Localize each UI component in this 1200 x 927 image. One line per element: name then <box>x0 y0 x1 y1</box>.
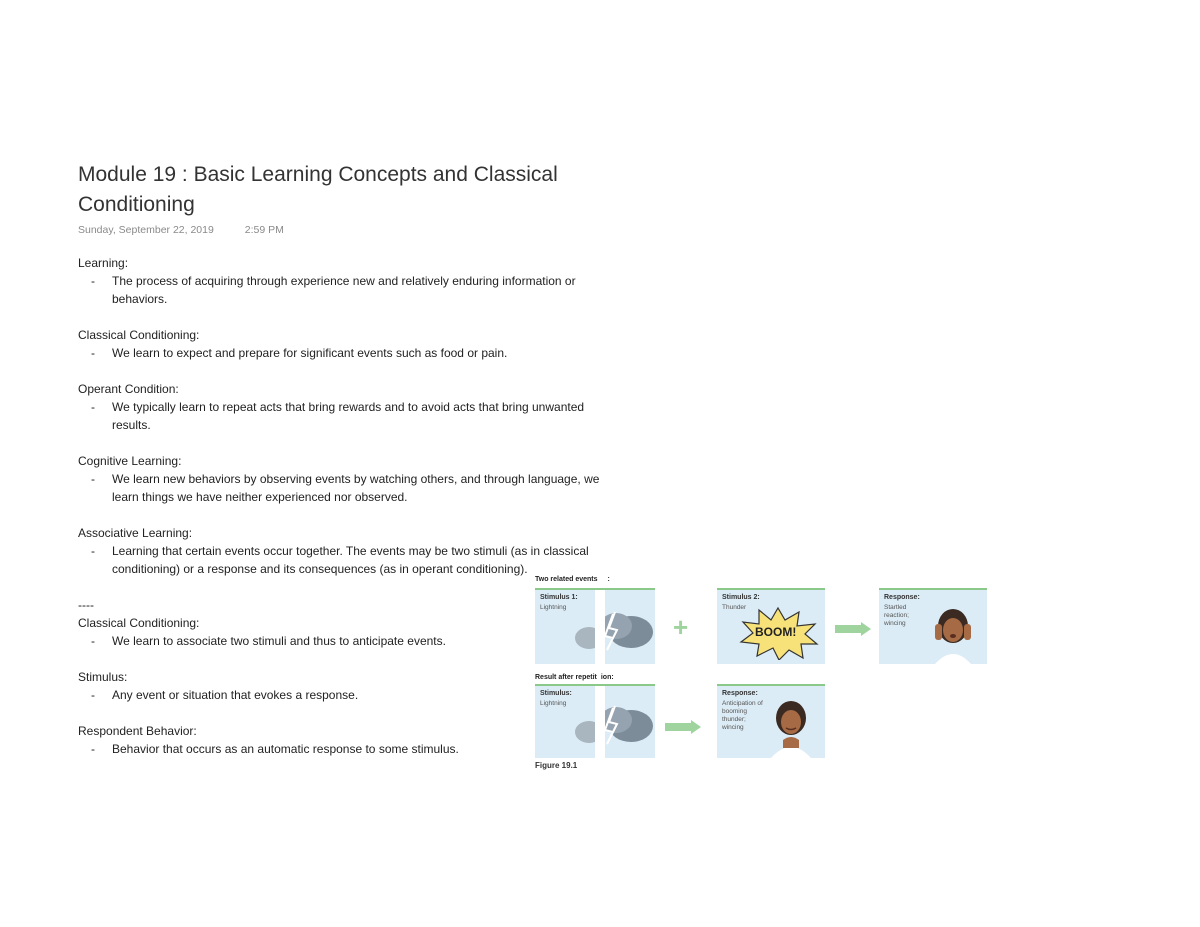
panel-title: Response: <box>722 690 758 697</box>
row2-label-text: Result after repetit <box>535 674 597 681</box>
bullet-item <box>78 344 608 362</box>
figure-row2-label <box>535 674 614 681</box>
section-heading: Respondent Behavior: <box>78 724 197 738</box>
note-section <box>78 254 608 308</box>
note-section <box>78 380 608 434</box>
storm-cloud-icon <box>571 604 655 662</box>
page-meta <box>78 224 284 236</box>
bullet-dash: - <box>91 472 95 486</box>
panel-subtitle: Startled reaction; wincing <box>884 604 909 627</box>
panel-response-2 <box>717 684 825 758</box>
panel-title: Stimulus 2: <box>722 594 760 601</box>
separator: ---- <box>78 598 94 612</box>
section-heading: Operant Condition: <box>78 382 179 396</box>
bullet-text: We typically learn to repeat acts that bring rewards and to avoid acts that bring unwanted results. <box>112 400 585 432</box>
panel-subtitle: Lightning <box>540 700 567 707</box>
storm-cloud-icon <box>571 698 655 756</box>
page-time: 2:59 PM <box>244 224 284 236</box>
bullet-item <box>78 542 608 578</box>
panel-stimulus-1 <box>535 588 655 664</box>
page-date: Sunday, September 22, 2019 <box>78 224 214 236</box>
bullet-dash: - <box>91 742 95 756</box>
bullet-text: We learn new behaviors by observing events by watching others, and through language, we learn things we have neither experienced nor observed. <box>112 472 600 504</box>
bullet-item <box>78 632 608 650</box>
bullet-dash: - <box>91 346 95 360</box>
panel-title: Response: <box>884 594 920 601</box>
note-section <box>78 326 608 362</box>
bullet-text: Behavior that occurs as an automatic response to some stimulus. <box>112 742 459 756</box>
section-heading: Classical Conditioning: <box>78 616 200 630</box>
row1-label-end: : <box>607 576 610 583</box>
panel-subtitle: Lightning <box>540 604 567 611</box>
notes-body[interactable] <box>78 254 608 776</box>
arrow-right-icon <box>835 622 871 636</box>
bullet-item <box>78 740 608 758</box>
bullet-item <box>78 686 608 704</box>
page-title: Module 19 : Basic Learning Concepts and Classical Conditioning <box>78 163 558 216</box>
bullet-dash: - <box>91 400 95 414</box>
anticipating-person-icon <box>765 698 817 758</box>
panel-stimulus-2 <box>717 588 825 664</box>
bullet-item <box>78 398 608 434</box>
bullet-text: Any event or situation that evokes a response. <box>112 688 359 702</box>
section-heading: Classical Conditioning: <box>78 328 200 342</box>
row2-label-end: ion: <box>600 674 614 681</box>
arrow-right-icon <box>665 720 701 734</box>
row1-label-text: Two related events <box>535 576 598 583</box>
bullet-dash: - <box>91 544 95 558</box>
boom-text: BOOM! <box>755 625 797 639</box>
image-gap <box>595 590 605 664</box>
bullet-item <box>78 272 608 308</box>
bullet-text: We learn to associate two stimuli and thus to anticipate events. <box>112 634 446 648</box>
bullet-dash: - <box>91 634 95 648</box>
bullet-dash: - <box>91 688 95 702</box>
bullet-text: The process of acquiring through experience new and relatively enduring information or behaviors. <box>112 274 576 306</box>
panel-title: Stimulus 1: <box>540 594 578 601</box>
bullet-text: We learn to expect and prepare for significant events such as food or pain. <box>112 346 508 360</box>
figure-row1-label <box>535 576 610 583</box>
panel-response-1 <box>879 588 987 664</box>
panel-subtitle: Thunder <box>722 604 747 611</box>
note-section <box>78 524 608 578</box>
note-section <box>78 668 608 704</box>
note-section <box>78 614 608 650</box>
panel-title: Stimulus: <box>540 690 572 697</box>
image-gap <box>595 686 605 758</box>
bullet-dash: - <box>91 274 95 288</box>
section-heading: Cognitive Learning: <box>78 454 182 468</box>
note-section <box>78 722 608 758</box>
panel-subtitle: Anticipation of booming thunder; wincing <box>722 700 763 731</box>
bullet-text: Learning that certain events occur together. The events may be two stimuli (as in classical conditioning) or a response and its consequences (as in operant conditioning). <box>112 544 589 576</box>
section-heading: Stimulus: <box>78 670 128 684</box>
figure-caption: Figure 19.1 <box>535 761 578 770</box>
figure-classical-conditioning <box>533 574 993 774</box>
plus-icon: + <box>673 612 689 642</box>
section-heading: Associative Learning: <box>78 526 193 540</box>
panel-stimulus <box>535 684 655 758</box>
note-section <box>78 452 608 506</box>
section-heading: Learning: <box>78 256 129 270</box>
startled-person-icon <box>927 606 979 664</box>
bullet-item <box>78 470 608 506</box>
